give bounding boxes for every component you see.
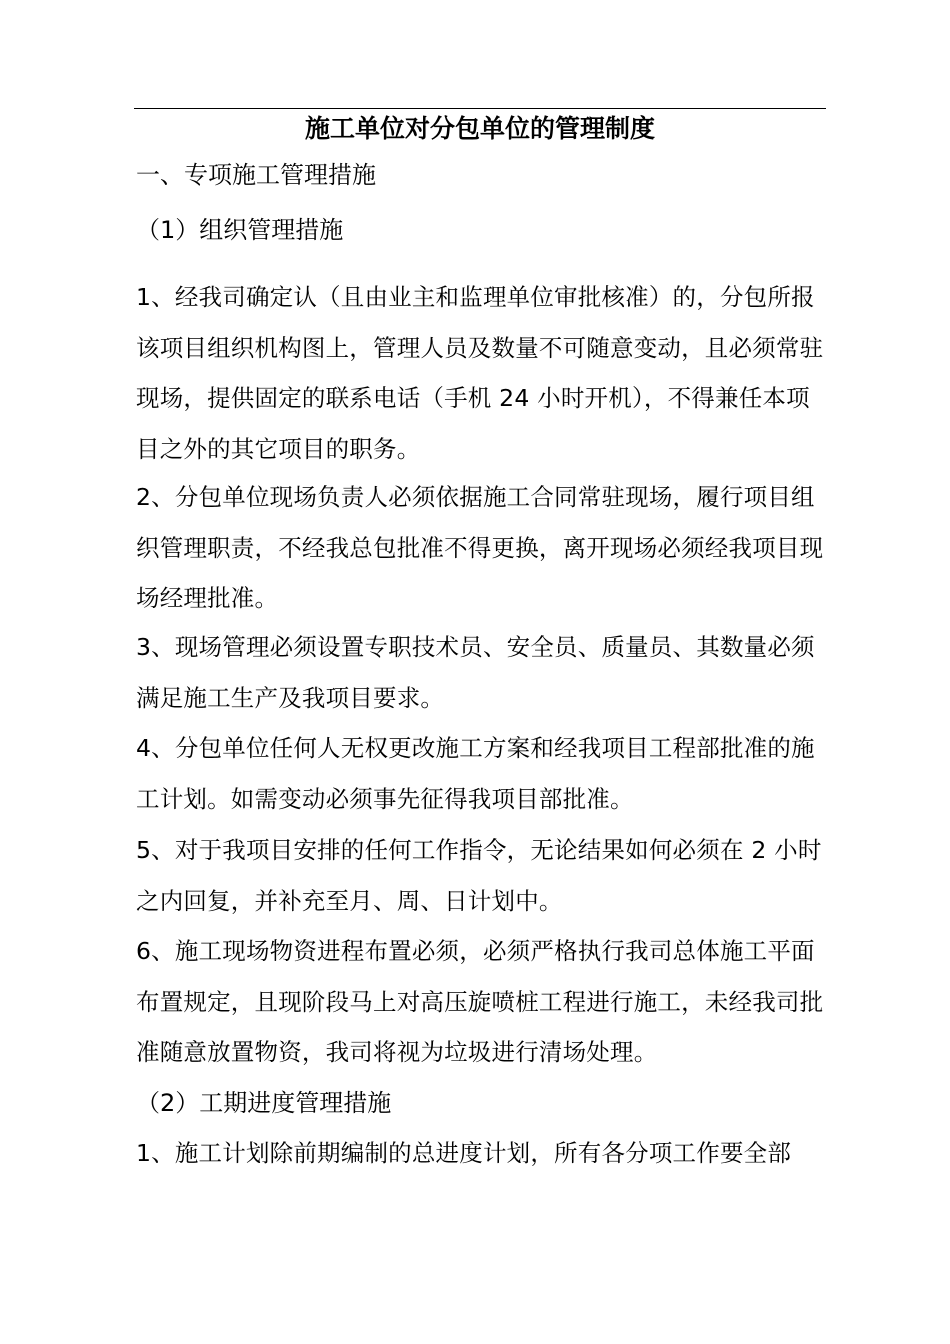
list-item: 6、施工现场物资进程布置必须，必须严格执行我司总体施工平面布置规定，且现阶段马上对高压旋喷桩工程进行施工，未经我司批准随意放置物资，我司将视为垃圾进行清场处理。 bbox=[136, 937, 824, 1066]
list-item: 1、施工计划除前期编制的总进度计划，所有各分项工作要全部 bbox=[136, 1139, 792, 1167]
document-title: 施工单位对分包单位的管理制度 bbox=[304, 114, 655, 143]
subsection-heading-schedule: （2）工期进度管理措施 bbox=[136, 1089, 392, 1117]
list-item: 1、经我司确定认（且由业主和监理单位审批核准）的，分包所报该项目组织机构图上，管理人员及数量不可随意变动，且必须常驻现场，提供固定的联系电话（手机 24 小时开机），不得兼任本项目之外的其它项目的职务。 bbox=[136, 283, 824, 463]
list-item: 4、分包单位任何人无权更改施工方案和经我项目工程部批准的施工计划。如需变动必须事先征得我项目部批准。 bbox=[136, 734, 815, 813]
list-item: 5、对于我项目安排的任何工作指令，无论结果如何必须在 2 小时之内回复，并补充至月、周、日计划中。 bbox=[136, 836, 822, 915]
header-rule bbox=[134, 108, 826, 109]
list-item: 2、分包单位现场负责人必须依据施工合同常驻现场，履行项目组织管理职责，不经我总包批准不得更换，离开现场必须经我项目现场经理批准。 bbox=[136, 483, 824, 612]
section-heading-1: 一、专项施工管理措施 bbox=[136, 161, 376, 189]
list-item: 3、现场管理必须设置专职技术员、安全员、质量员、其数量必须满足施工生产及我项目要求。 bbox=[136, 633, 815, 712]
subsection-heading-organization: （1）组织管理措施 bbox=[136, 216, 344, 244]
